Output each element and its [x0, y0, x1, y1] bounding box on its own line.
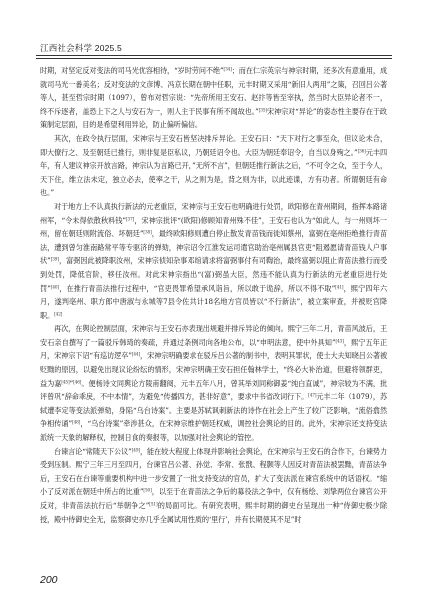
paragraph-text: ，能在较大程度上体现并影响社会舆论，在宋神宗与王安石的合作下，台谏势力受到压制。熙宁三年三月至四月，台谏官吕公著、孙觉、李常、张戬、程颢等人因反对青苗法被罢黜，青苗法争后，王安石在台谏等重要机构中进一步安置了一批支持变法的官员，扩大了变法派在谏官系统中的话语权。“缩小了反对派在朝廷中所占的比重”	[40, 446, 387, 497]
paragraph	[40, 445, 387, 527]
journal-header: 江西社会科学 2025.5	[40, 43, 122, 53]
citation-mark: [34]	[223, 66, 232, 72]
paragraph-text: 。便杨诗文同舆论方陵甫翻阅，元丰五年八月，曾其举刘同称御姜“纯白直诚”，神宗较为不满，批评曾巩“辞命乖戾，不中本情”，为避免“传播四方，甚非好意”，要求中书省改词行下。	[40, 378, 388, 402]
citation-mark: [49]	[131, 447, 140, 453]
citation-mark: [43]	[335, 338, 344, 344]
citation-mark: [42]	[54, 311, 63, 317]
citation-mark: [48]	[72, 419, 81, 425]
page-number: 200	[40, 574, 58, 586]
citation-mark: [45]	[61, 379, 70, 385]
paragraph-text: ，熙宁四年六月，遂判亳州、职方郎中唐淑与永城等7县令佐共计18名地方官员皆以“不行新法”，被立案审查，并被贬官降职。	[40, 283, 387, 320]
citation-mark: [50]	[143, 487, 152, 493]
paragraph-text: 的局面可比。有研究表明，熙丰时期的御史台呈现出一种“侍御史极少除授，殿中侍御史全无，监察御史亦几乎全属试用性质的‘里行’，并有长期使其不足”时	[40, 501, 387, 524]
paragraph-text: 其次，在政令执行层面，宋神宗与王安石皆坚决排斥异论。王安石曰：“天下对行之事至众，但议论未合，即大僚行之、及至朝廷已推行，则非复是臣私议，乃朝廷诏令也。大臣为朝廷奉诏令，自当以身殉之。”	[40, 133, 387, 157]
paragraph-text: ，“乌台诗案”牵涉甚众，在宋神宗维护朝廷权威，调控社会舆论的目的。此外，宋神宗还支持变法派统一天象的解释权，控制日食的奏报等，以加强对社会舆论的管控。	[40, 419, 387, 443]
paragraph-text: ，宋神宗批评“(欧阳)修顾知青州殊不佳”，王安石也认为“如此人，与一州则坏一州，留在朝廷则附流俗、坏朝廷”	[40, 215, 387, 239]
paragraph-text: 元丰二年（1079），苏轼遭李定等变法派弹劾，身陷“乌台诗案”。主要是苏轼讽刺新法的诗作在社会上产生了较广泛影响，“流俗翕然争相传诵”	[40, 392, 387, 429]
paragraph-text: 再次，在舆论控制层面，宋神宗与王安石亦表现出规避并排斥异论的倾向。熙宁三年二月，青苗风波后，王安石亲自撰写了一篇驳斥韩琦的奏疏，并通过条例司向各地公布，以“申明法意，使中外具知”	[40, 324, 387, 347]
paragraph-text: ，以至于在青苗法之争后的募役法之争中，仅有杨绘、刘挚两位台谏官公开反对，非青苗法抗行后“举朝争之”	[40, 487, 388, 510]
citation-mark: [38]	[143, 229, 152, 235]
paragraph-text: ；而在仁宗英宗与神宗时期，还多次有意重用，成就司马光一番美名；反对变法的文彦博、冯京长期在朝中任职，元丰时期又采用“新旧人两用”之策，召回吕公著等人，甚至哲宗时期（1097），曾布对哲宗说：“先帝所用王安石、赵抃等皆至宰执，然当时大臣异论者不一，终不斥逐者，盖恐上下之人与安石为一，则人主于民事有所不闻故也。”	[40, 66, 387, 116]
paragraph-text: ，宋神宗明确要求在驳斥吕公著的制书中，表明其罪状，使士大夫知晓吕公著被贬黜的原因，以避免出现议论纷纭的情形，宋神宗明确王安石担任翰林学士，“终必大补治道，但避将领群吏，益为嘉	[40, 351, 387, 388]
paragraph-text: 对于地方上不认真执行新法的元老重臣，宋神宗与王安石也明确进行处罚，欧阳修在青州期间，指挥本路诸州军，“令未得依散秋料钱”	[40, 201, 387, 225]
paragraph	[40, 132, 387, 200]
paragraph-text: 台谏言论“常随天下公议”	[54, 446, 132, 456]
citation-mark: [47]	[308, 392, 317, 398]
paragraph-text: 元丰四年，有人建议神宗开放言路，神宗认为言路已开，”无所不言”，但朝廷推行新法之后，“不可令之众，至于今人，天下住，维立法未定，独立必去，使率之干，从之则为是，背之则为非，以此迹谍，方有功者。所谓朝廷有命也。”	[40, 147, 388, 198]
citation-mark: [46]	[73, 379, 82, 385]
citation-mark: [39]	[50, 256, 59, 262]
paragraph-text: ，熙宁五年正月，宋神宗下诏“有巡访逻卒”	[40, 337, 387, 361]
citation-mark: [37]	[125, 216, 135, 222]
citation-mark: [51]	[149, 501, 158, 507]
paragraph-text: 宋神宗对“异论”的姿态性主要存在于政策制定层面，目的是希望利用异论，防止偏听偏信。	[40, 106, 387, 130]
citation-mark: [44]	[131, 351, 140, 357]
paragraph-text: ，最终欧阳修则遭白停止散发青苗钱而徙知蔡州，富弼在亳州拒绝推行青苗法，遭到曾匀淮南路常平等专驱济的弹劾，神宗诏令江淮发运司遣官助治亳州属县官吏“阻遏愿请青苗钱人户事状”	[40, 229, 388, 266]
paragraph-text: ”	[69, 378, 74, 388]
paragraph	[40, 322, 387, 444]
paragraph	[40, 200, 387, 322]
paragraph-text: 时期，对坚定反对变法的司马光优容相待，“岁时劳问不绝”	[40, 66, 224, 75]
citation-mark: [41]	[335, 284, 344, 289]
citation-mark: [40]	[50, 284, 60, 289]
header-rule-top	[36, 55, 392, 56]
citation-mark: [35]	[258, 107, 267, 113]
article-body	[40, 64, 387, 526]
citation-mark: [36]	[357, 148, 366, 154]
paragraph-text: ，富弼因此被降职汝州，宋神宗侦知杂事邓绾请求将富弼事付有司鞫治，最终富弼以阻止青苗法推行而受到处罚，降低官阶，移任汝州。对此宋神宗指出“(富)弼虽大臣，然违不能认真为行新法的元老重臣进行处罚”	[40, 256, 387, 293]
paragraph	[40, 64, 387, 132]
paragraph-text: ，在推行青苗法推行过程中，“官吏畏罪希望承风诣旨，所以敢于诡辞，所以不得不取”	[59, 283, 336, 293]
header-rule-bottom	[36, 58, 392, 59]
